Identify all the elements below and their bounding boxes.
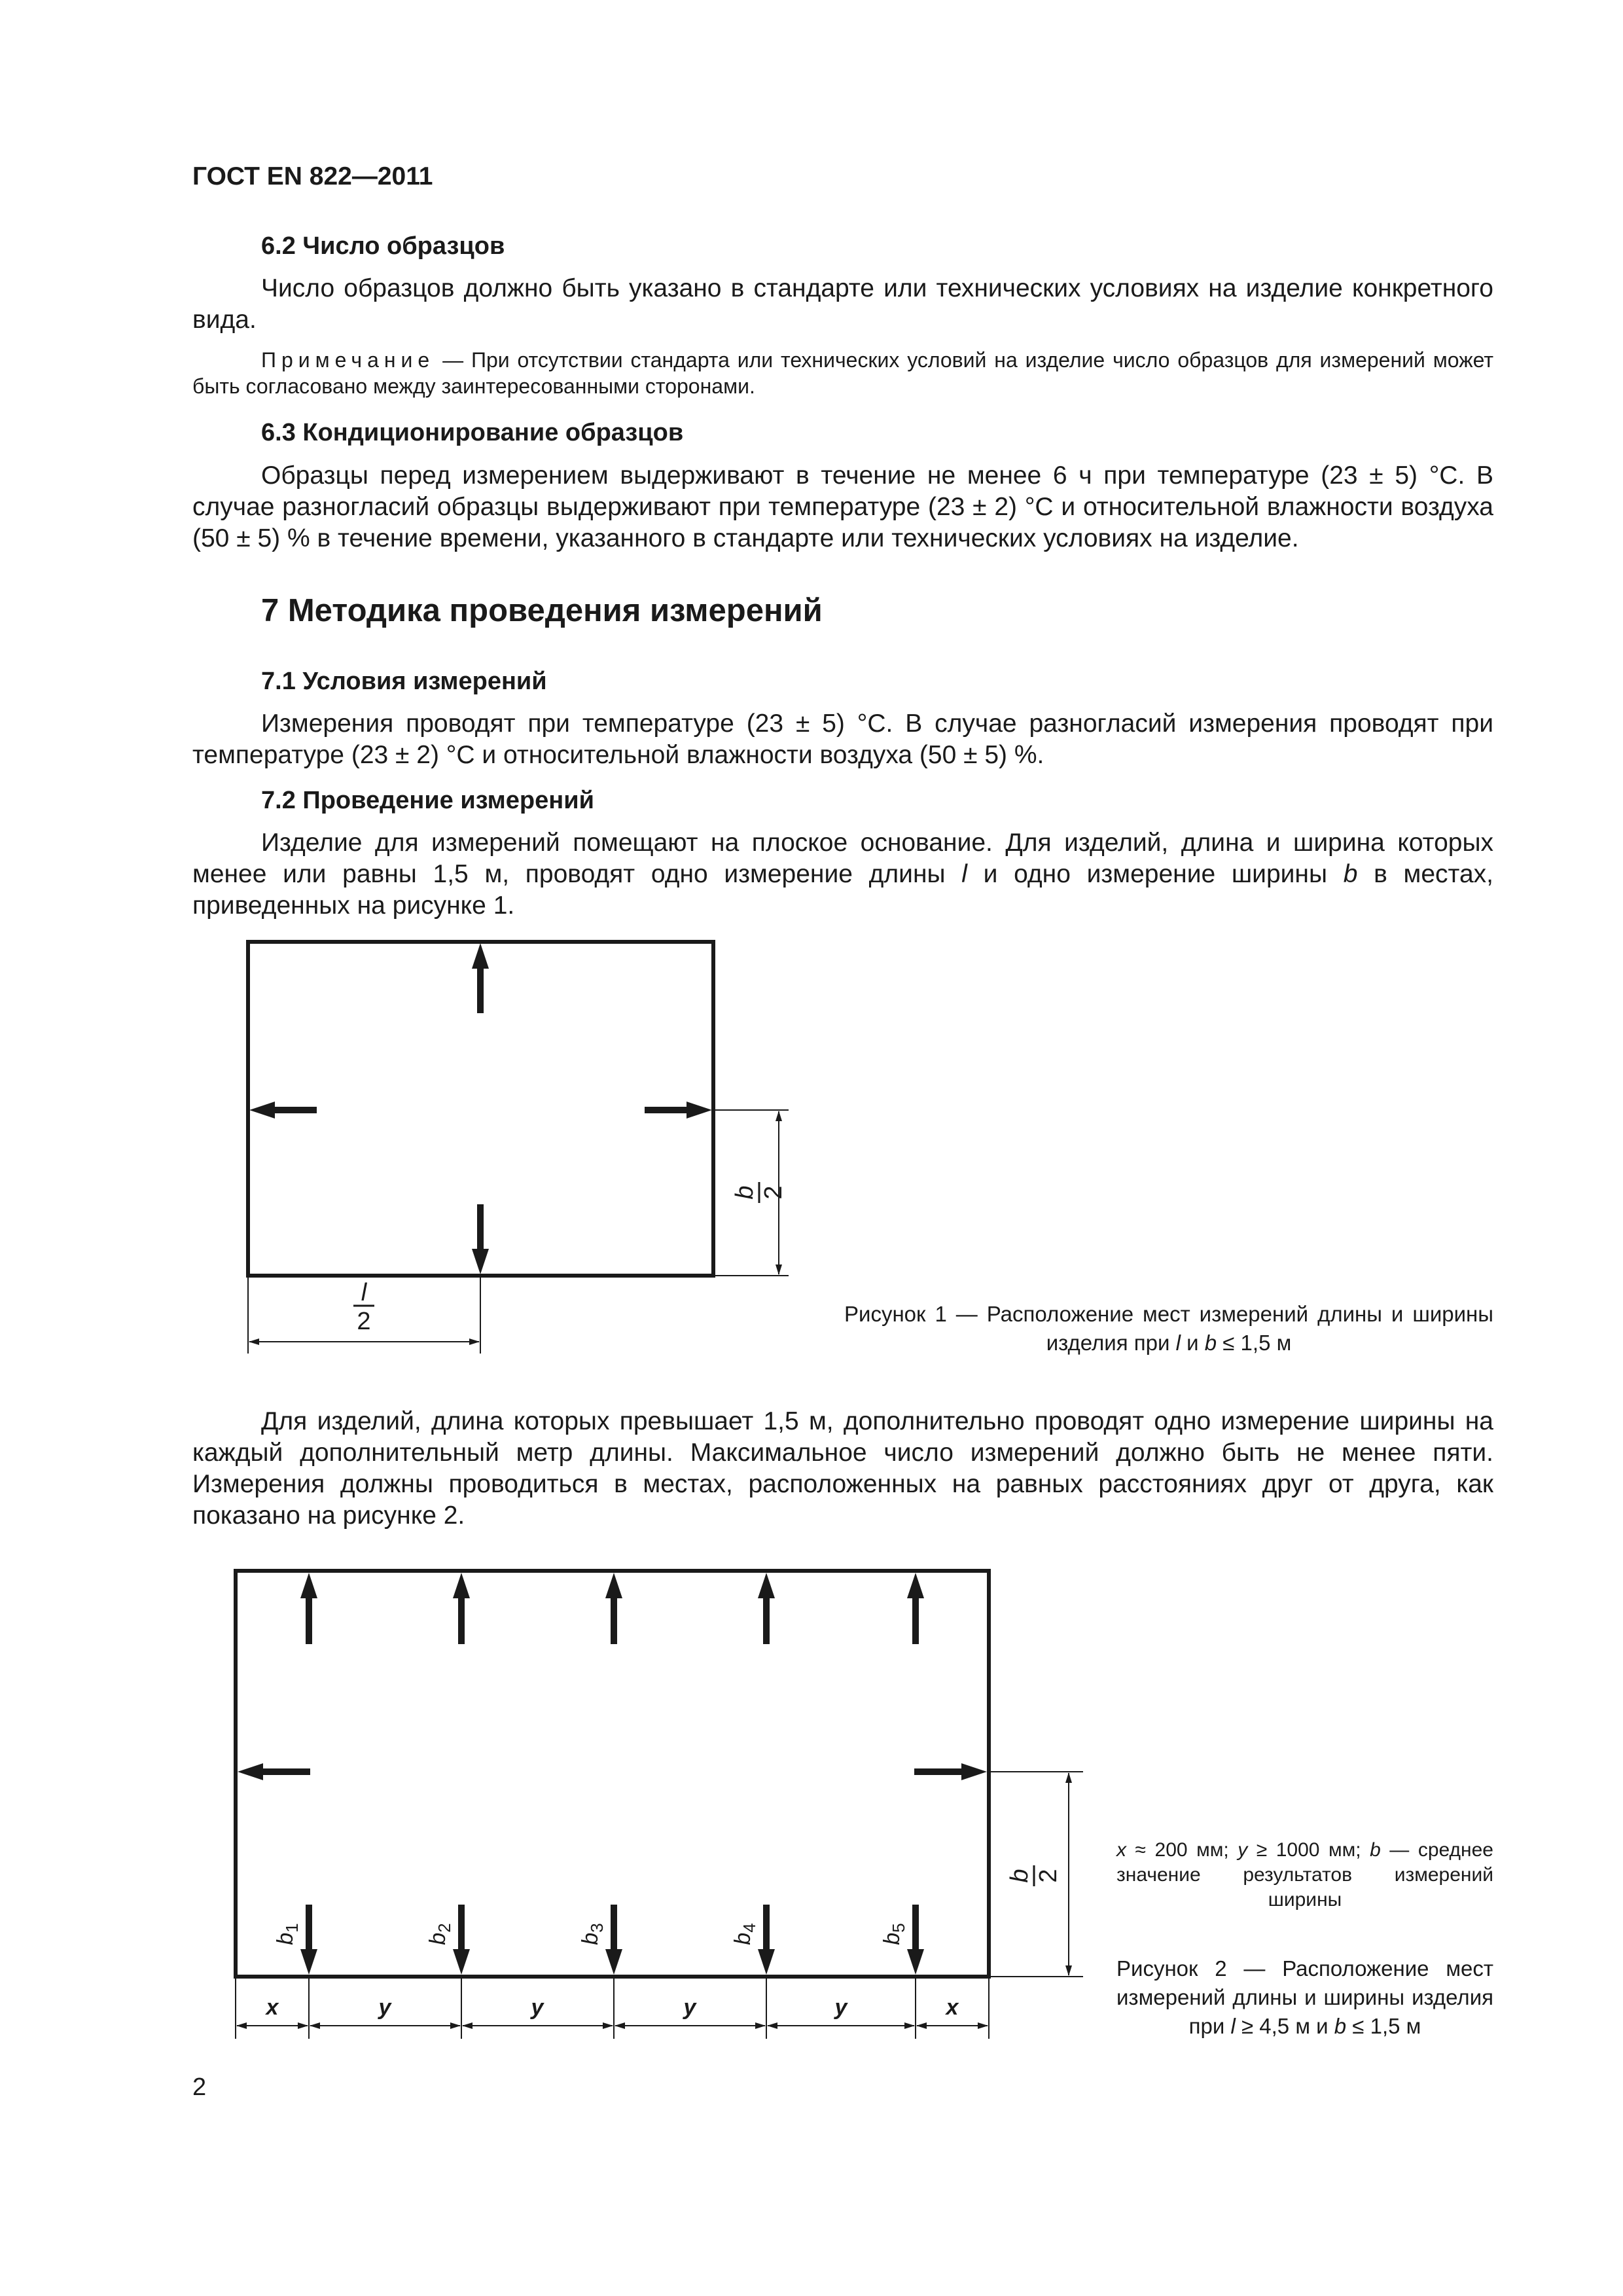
legend-y: y [1238,1839,1248,1861]
length-arrow-2 [453,1573,470,1644]
label-b-den: 2 [760,1185,787,1200]
var-b: b [1343,860,1358,888]
svg-text:b2 [425,1923,454,1945]
figure-1-caption-b: b [1204,1331,1217,1355]
label-b1-sub: 1 [282,1923,302,1933]
label-b2: b [425,1932,450,1945]
text-7-2-middle: и одно измерение ширины [967,860,1344,888]
legend-b: b [1370,1839,1381,1861]
figure-2-caption [1116,1954,1493,2041]
figure-2-caption-l-rel: ≥ 4,5 м и [1235,2014,1334,2038]
label-b-num: b [731,1185,758,1200]
width-arrow-b4 [758,1905,775,1975]
figure-1-caption [844,1300,1493,1357]
label-b4-sub: 4 [740,1923,759,1933]
width-arrow-b1 [300,1905,317,1975]
length-arrow-1 [300,1573,317,1644]
svg-text:b4 [730,1923,759,1945]
paragraph-7-2b: Для изделий, длина которых превышает 1,5 м, дополнительно проводят одно измерение ширины на каждый дополнительный метр длины. Максимальное число измерений должно быть не менее пяти. Измерения должны проводиться в местах, расположенных на равных расстояниях друг от друга, как показано на рисунке 2. [192,1407,1493,1530]
legend-x-rel: ≈ 200 мм; [1126,1839,1238,1861]
figure-1-caption-l: l [1175,1331,1181,1355]
heading-6-2: 6.2 Число образцов [261,232,505,260]
label-y-2: y [531,1995,544,2020]
var-l: l [961,860,967,888]
label-b1: b [273,1932,298,1945]
label-b5: b [880,1932,904,1945]
label-y-1: y [378,1995,391,2020]
label-b-half-num-2: b [1006,1869,1033,1883]
legend-x: x [1116,1839,1126,1861]
label-y-3: y [683,1995,696,2020]
side-arrow-right [914,1763,987,1780]
text-7-2-before: Изделие для измерений помещают на плоское основание. Для изделий, длина и ширина которых менее или равны 1,5 м, проводят одно измерение длины [192,829,1493,888]
paragraph-7-1: Измерения проводят при температуре (23 ± 5) °С. В случае разногласий измерения проводят при температуре (23 ± 2) °С и относительной влажности воздуха (50 ± 5) %. [192,709,1493,769]
measure-arrow-right [645,1102,712,1119]
page-number: 2 [192,2073,207,2101]
label-x-right: x [946,1995,959,2020]
measure-arrow-bottom [472,1204,489,1274]
label-l-num: l [361,1279,367,1306]
measure-arrow-top [472,943,489,1013]
figure-2-caption-end: ≤ 1,5 м [1346,2014,1421,2038]
svg-text:b1 [273,1923,302,1945]
figure-2-legend [1116,1838,1493,1912]
figure-2-caption-main: Рисунок 2 — Расположение мест измерений длины и ширины изделия при [1116,1956,1493,2038]
note-text: — При отсутствии стандарта или технических условий на изделие число образцов для измерений может быть согласовано между заинтересованными сторонами. [192,348,1493,398]
label-x-left: x [266,1995,279,2020]
label-b4: b [730,1932,755,1945]
figure-1-caption-end: ≤ 1,5 м [1217,1331,1292,1355]
figure-2-caption-b: b [1334,2014,1347,2038]
text-7-2-after: в местах, приведенных на рисунке 1. [192,860,1493,920]
label-b3-sub: 3 [587,1923,607,1933]
paragraph-6-2: Число образцов должно быть указано в стандарте или технических условиях на изделие конкретного вида. [192,274,1493,334]
figure-1-caption-main: Рисунок 1 — Расположение мест измерений длины и ширины изделия при [844,1302,1493,1355]
svg-text:b3 [578,1923,607,1945]
length-arrow-5 [907,1573,924,1644]
measure-arrow-left [249,1102,317,1119]
legend-y-rel: ≥ 1000 мм; [1247,1839,1370,1861]
svg-text:b5 [880,1923,908,1945]
width-arrow-b5 [907,1905,924,1975]
width-arrow-b2 [453,1905,470,1975]
legend-rest: — среднее значение результатов измерений ширины [1116,1839,1493,1910]
side-arrow-left [238,1763,310,1780]
heading-6-3: 6.3 Кондиционирование образцов [261,419,684,446]
label-b2-sub: 2 [435,1923,454,1933]
label-b5-sub: 5 [889,1923,908,1933]
figure-1-caption-and: и [1180,1331,1205,1355]
label-b-half-den-2: 2 [1035,1869,1062,1883]
label-l-den: 2 [357,1308,371,1335]
figure-2-caption-l: l [1230,2014,1236,2038]
heading-7-2: 7.2 Проведение измерений [261,787,594,814]
length-arrow-4 [758,1573,775,1644]
length-arrow-3 [605,1573,622,1644]
label-y-4: y [834,1995,847,2020]
width-arrow-b3 [605,1905,622,1975]
heading-7-1: 7.1 Условия измерений [261,668,547,695]
paragraph-6-3: Образцы перед измерением выдерживают в течение не менее 6 ч при температуре (23 ± 5) °С. В случае разногласий образцы выдерживают при температуре (23 ± 2) °С и относительной влажности воздуха (50 ± 5) % в течение времени, указанного в стандарте или технических условиях на изделие. [192,461,1493,552]
label-b3: b [578,1932,603,1945]
document-header: ГОСТ EN 822—2011 [192,162,433,190]
heading-7: 7 Методика проведения измерений [261,593,823,628]
note-label: Примечание [261,348,435,372]
